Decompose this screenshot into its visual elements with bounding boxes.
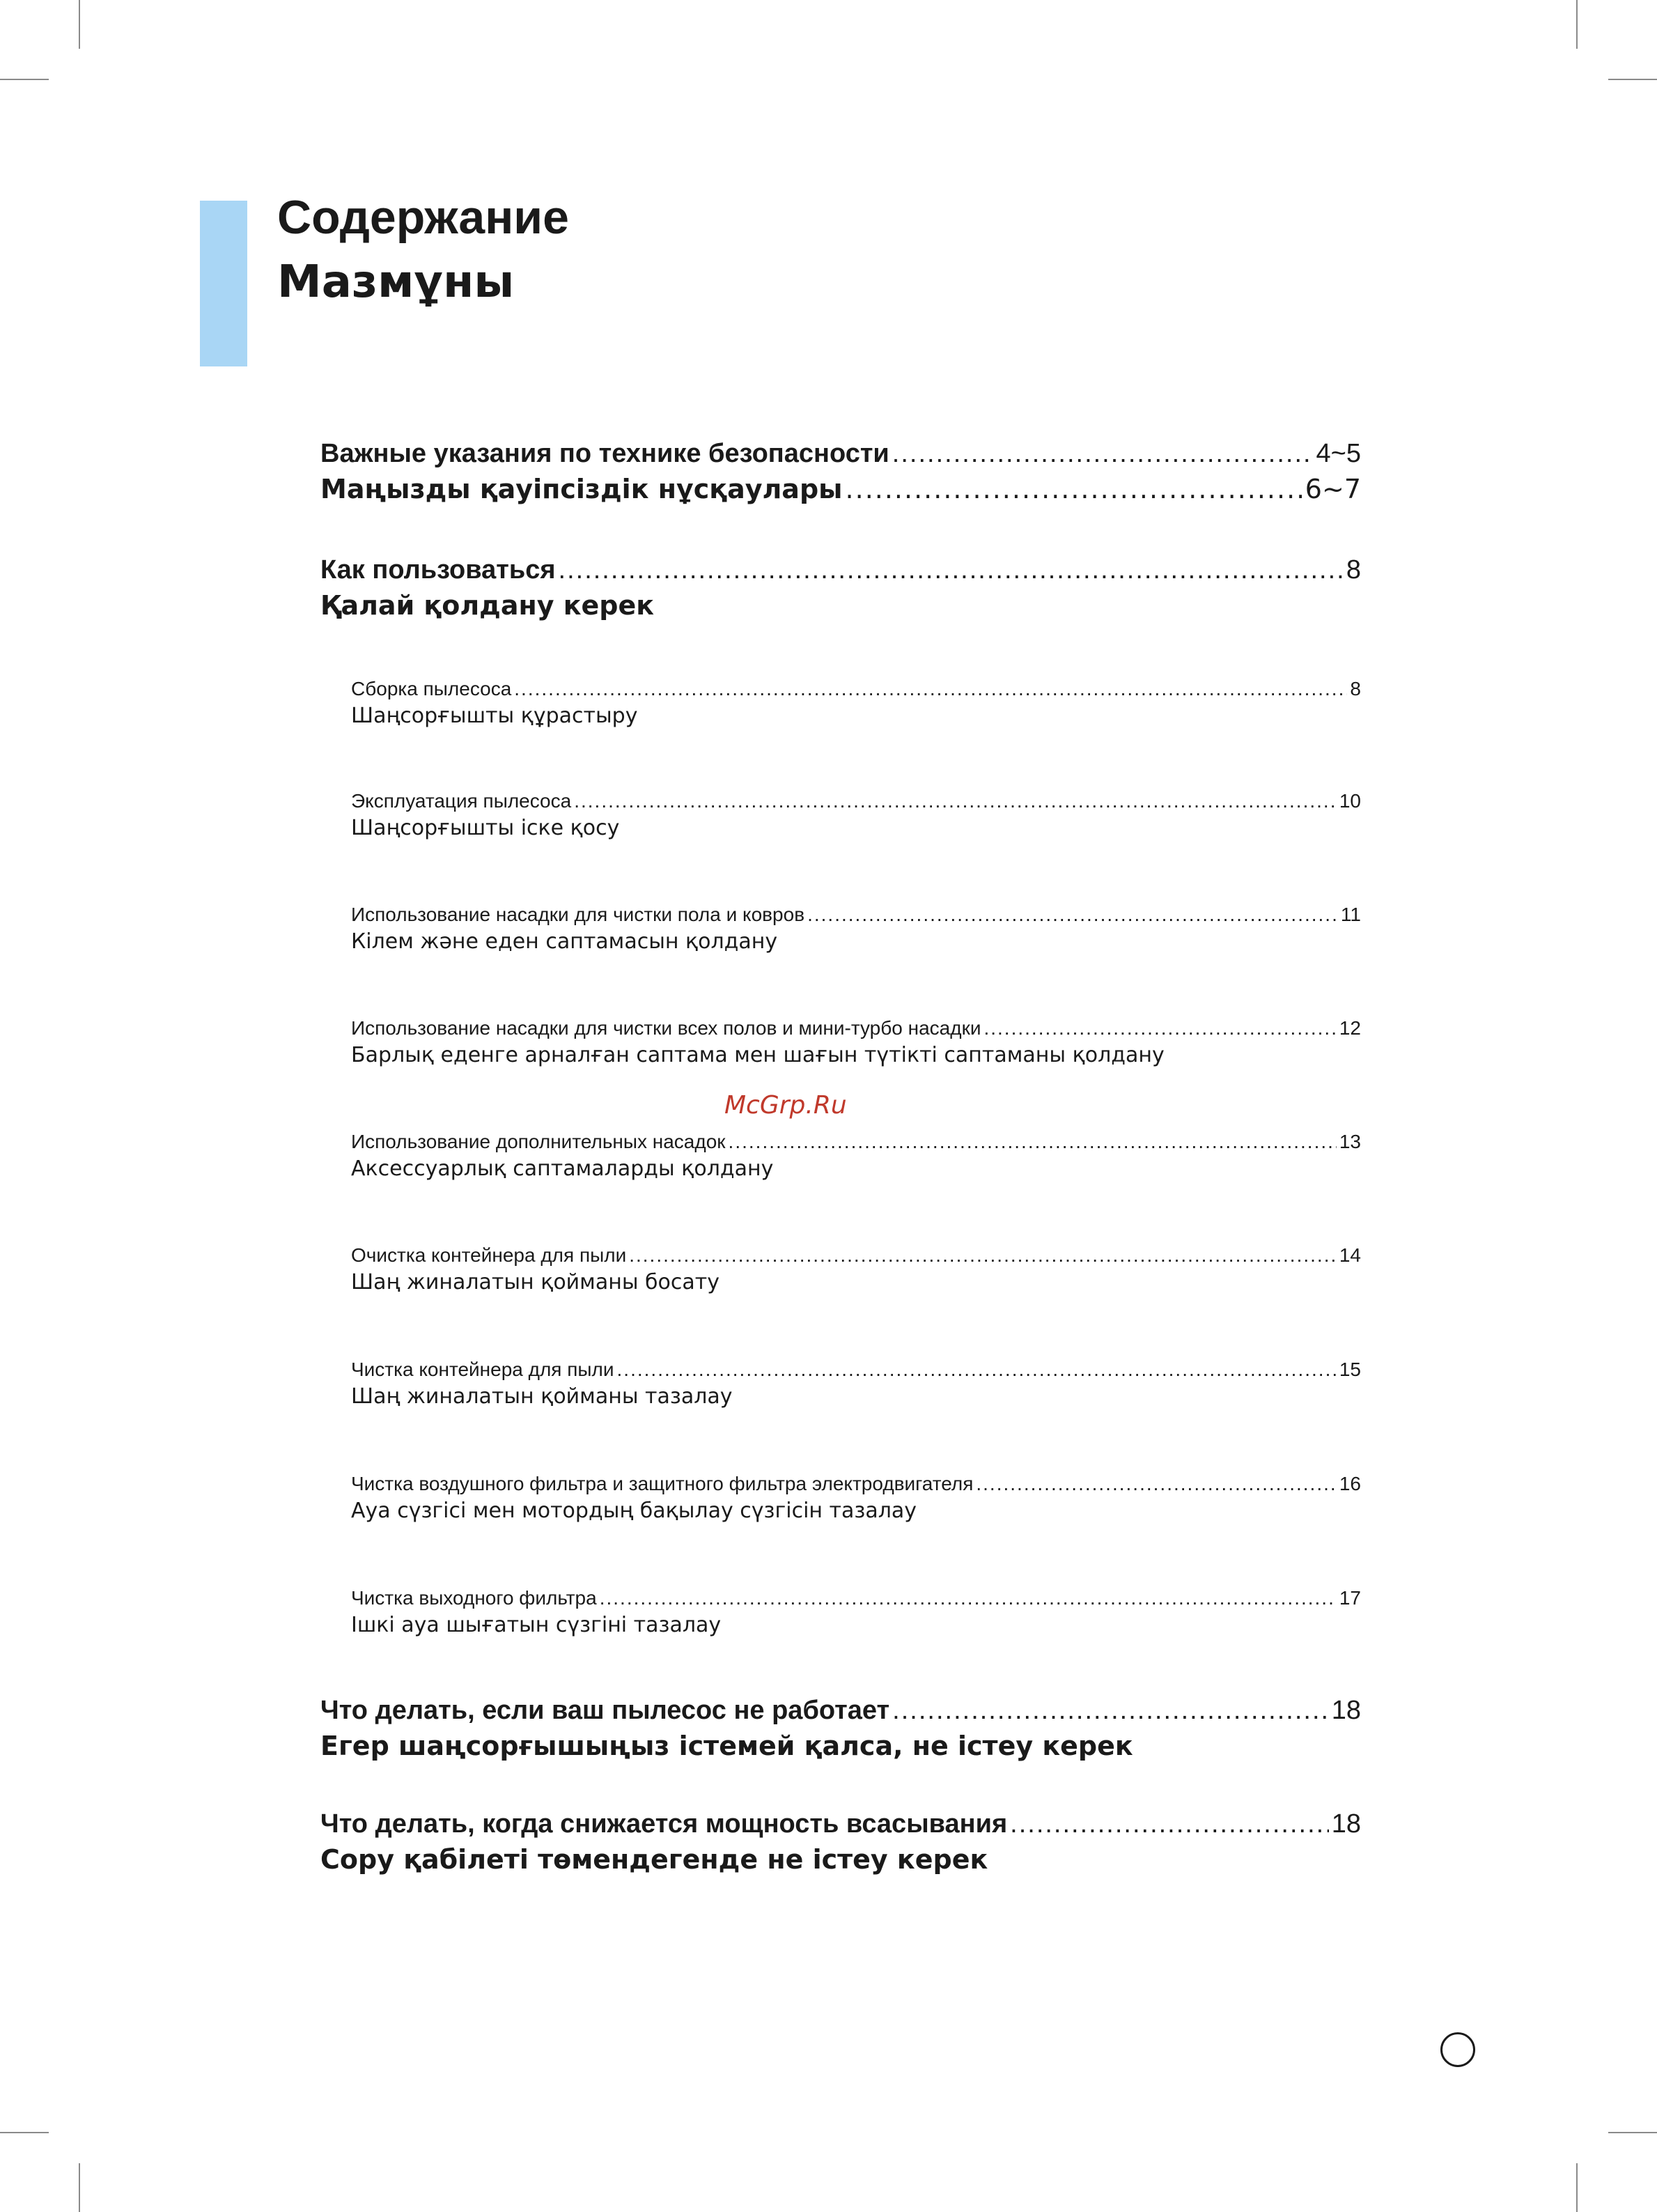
toc-subentry-operation[interactable] xyxy=(351,790,1361,812)
toc-page-number: 6~7 xyxy=(1305,474,1361,504)
toc-page-number: 13 xyxy=(1339,1131,1361,1152)
page-title-kz: Мазмұны xyxy=(277,256,515,308)
toc-page-number: 8 xyxy=(1346,555,1361,585)
toc-page-number: 4~5 xyxy=(1316,439,1361,468)
dot-leader xyxy=(617,1359,1337,1381)
dot-leader xyxy=(574,790,1337,812)
toc-page-number: 12 xyxy=(1339,1017,1361,1039)
toc-entry-label: Использование дополнительных насадок xyxy=(351,1131,726,1152)
toc-entry-usage-kz[interactable]: Қалай қолдану керек xyxy=(320,590,655,621)
crop-mark xyxy=(1576,0,1578,49)
dot-leader xyxy=(559,555,1344,585)
dot-leader xyxy=(729,1131,1337,1153)
toc-subentry-operation-kz[interactable]: Шаңсорғышты іске қосу xyxy=(351,816,620,840)
toc-subentry-empty-container[interactable] xyxy=(351,1244,1361,1267)
page-number-circle xyxy=(1440,2032,1475,2067)
toc-subentry-assembly[interactable] xyxy=(351,678,1361,700)
toc-subentry-floor-nozzle-kz[interactable]: Кілем және еден саптамасын қолдану xyxy=(351,929,778,954)
toc-entry-label: Чистка воздушного фильтра и защитного фильтра электродвигателя xyxy=(351,1473,974,1494)
dot-leader xyxy=(1010,1809,1329,1839)
toc-entry-safety-kz[interactable] xyxy=(320,474,1361,504)
toc-entry-label: Эксплуатация пылесоса xyxy=(351,790,572,812)
dot-leader xyxy=(892,439,1314,469)
toc-subentry-air-filter[interactable] xyxy=(351,1473,1361,1495)
toc-subentry-clean-container[interactable] xyxy=(351,1359,1361,1381)
toc-subentry-accessories[interactable] xyxy=(351,1131,1361,1153)
crop-mark xyxy=(0,79,49,80)
dot-leader xyxy=(600,1587,1337,1609)
crop-mark xyxy=(1608,79,1657,80)
dot-leader xyxy=(629,1244,1337,1267)
toc-subentry-turbo-nozzle-kz[interactable]: Барлық еденге арналған саптама мен шағын түтікті саптаманы қолдану xyxy=(351,1043,1165,1067)
toc-entry-safety-ru[interactable] xyxy=(320,439,1361,469)
toc-entry-label: Чистка выходного фильтра xyxy=(351,1587,597,1609)
toc-subentry-assembly-kz[interactable]: Шаңсорғышты құрастыру xyxy=(351,704,638,728)
toc-entry-label: Важные указания по технике безопасности xyxy=(320,439,889,468)
toc-entry-usage-ru[interactable] xyxy=(320,555,1361,585)
toc-page-number: 10 xyxy=(1339,790,1361,812)
toc-subentry-clean-container-kz[interactable]: Шаң жиналатын қойманы тазалау xyxy=(351,1384,733,1409)
title-accent-bar xyxy=(200,201,247,366)
toc-entry-suction-ru[interactable] xyxy=(320,1809,1361,1839)
toc-page-number: 18 xyxy=(1331,1696,1361,1725)
toc-subentry-accessories-kz[interactable]: Аксессуарлық саптамаларды қолдану xyxy=(351,1157,774,1181)
crop-mark xyxy=(79,2163,80,2212)
toc-page-number: 11 xyxy=(1340,904,1361,925)
toc-subentry-exhaust-filter[interactable] xyxy=(351,1587,1361,1609)
toc-entry-label: Как пользоваться xyxy=(320,555,556,585)
crop-mark xyxy=(79,0,80,49)
toc-subentry-floor-nozzle[interactable] xyxy=(351,904,1361,926)
toc-entry-not-working-kz[interactable]: Егер шаңсорғышыңыз істемей қалса, не істеу керек xyxy=(320,1731,1133,1761)
toc-entry-suction-kz[interactable]: Сору қабілеті төмендегенде не істеу керек xyxy=(320,1844,988,1875)
toc-entry-label: Чистка контейнера для пыли xyxy=(351,1359,614,1380)
crop-mark xyxy=(1608,2132,1657,2133)
toc-entry-label: Что делать, если ваш пылесос не работает xyxy=(320,1696,890,1725)
dot-leader xyxy=(983,1017,1336,1039)
dot-leader xyxy=(976,1473,1336,1495)
crop-mark xyxy=(1576,2163,1578,2212)
toc-subentry-exhaust-filter-kz[interactable]: Ішкі ауа шығатын сүзгіні тазалау xyxy=(351,1613,722,1637)
toc-entry-label: Маңызды қауіпсіздік нұсқаулары xyxy=(320,474,843,504)
page-title-ru: Содержание xyxy=(277,191,569,244)
toc-page-number: 18 xyxy=(1331,1809,1361,1839)
toc-entry-label: Что делать, когда снижается мощность всасывания xyxy=(320,1809,1008,1839)
dot-leader xyxy=(892,1696,1329,1726)
dot-leader xyxy=(846,474,1302,504)
toc-subentry-turbo-nozzle[interactable] xyxy=(351,1017,1361,1039)
toc-page-number: 14 xyxy=(1339,1244,1361,1266)
toc-subentry-air-filter-kz[interactable]: Ауа сүзгісі мен мотордың бақылау сүзгісін тазалау xyxy=(351,1499,917,1523)
toc-entry-label: Очистка контейнера для пыли xyxy=(351,1244,627,1266)
toc-page-number: 16 xyxy=(1339,1473,1361,1494)
toc-entry-label: Сборка пылесоса xyxy=(351,678,512,699)
dot-leader xyxy=(807,904,1338,926)
toc-subentry-empty-container-kz[interactable]: Шаң жиналатын қойманы босату xyxy=(351,1270,719,1294)
crop-mark xyxy=(0,2132,49,2133)
toc-entry-label: Использование насадки для чистки всех полов и мини-турбо насадки xyxy=(351,1017,981,1039)
watermark: McGrp.Ru xyxy=(724,1091,847,1120)
toc-page-number: 17 xyxy=(1339,1587,1361,1609)
toc-entry-label: Использование насадки для чистки пола и ковров xyxy=(351,904,805,925)
toc-page-number: 15 xyxy=(1339,1359,1361,1380)
toc-entry-not-working-ru[interactable] xyxy=(320,1696,1361,1726)
dot-leader xyxy=(514,678,1347,700)
toc-page-number: 8 xyxy=(1350,678,1361,699)
